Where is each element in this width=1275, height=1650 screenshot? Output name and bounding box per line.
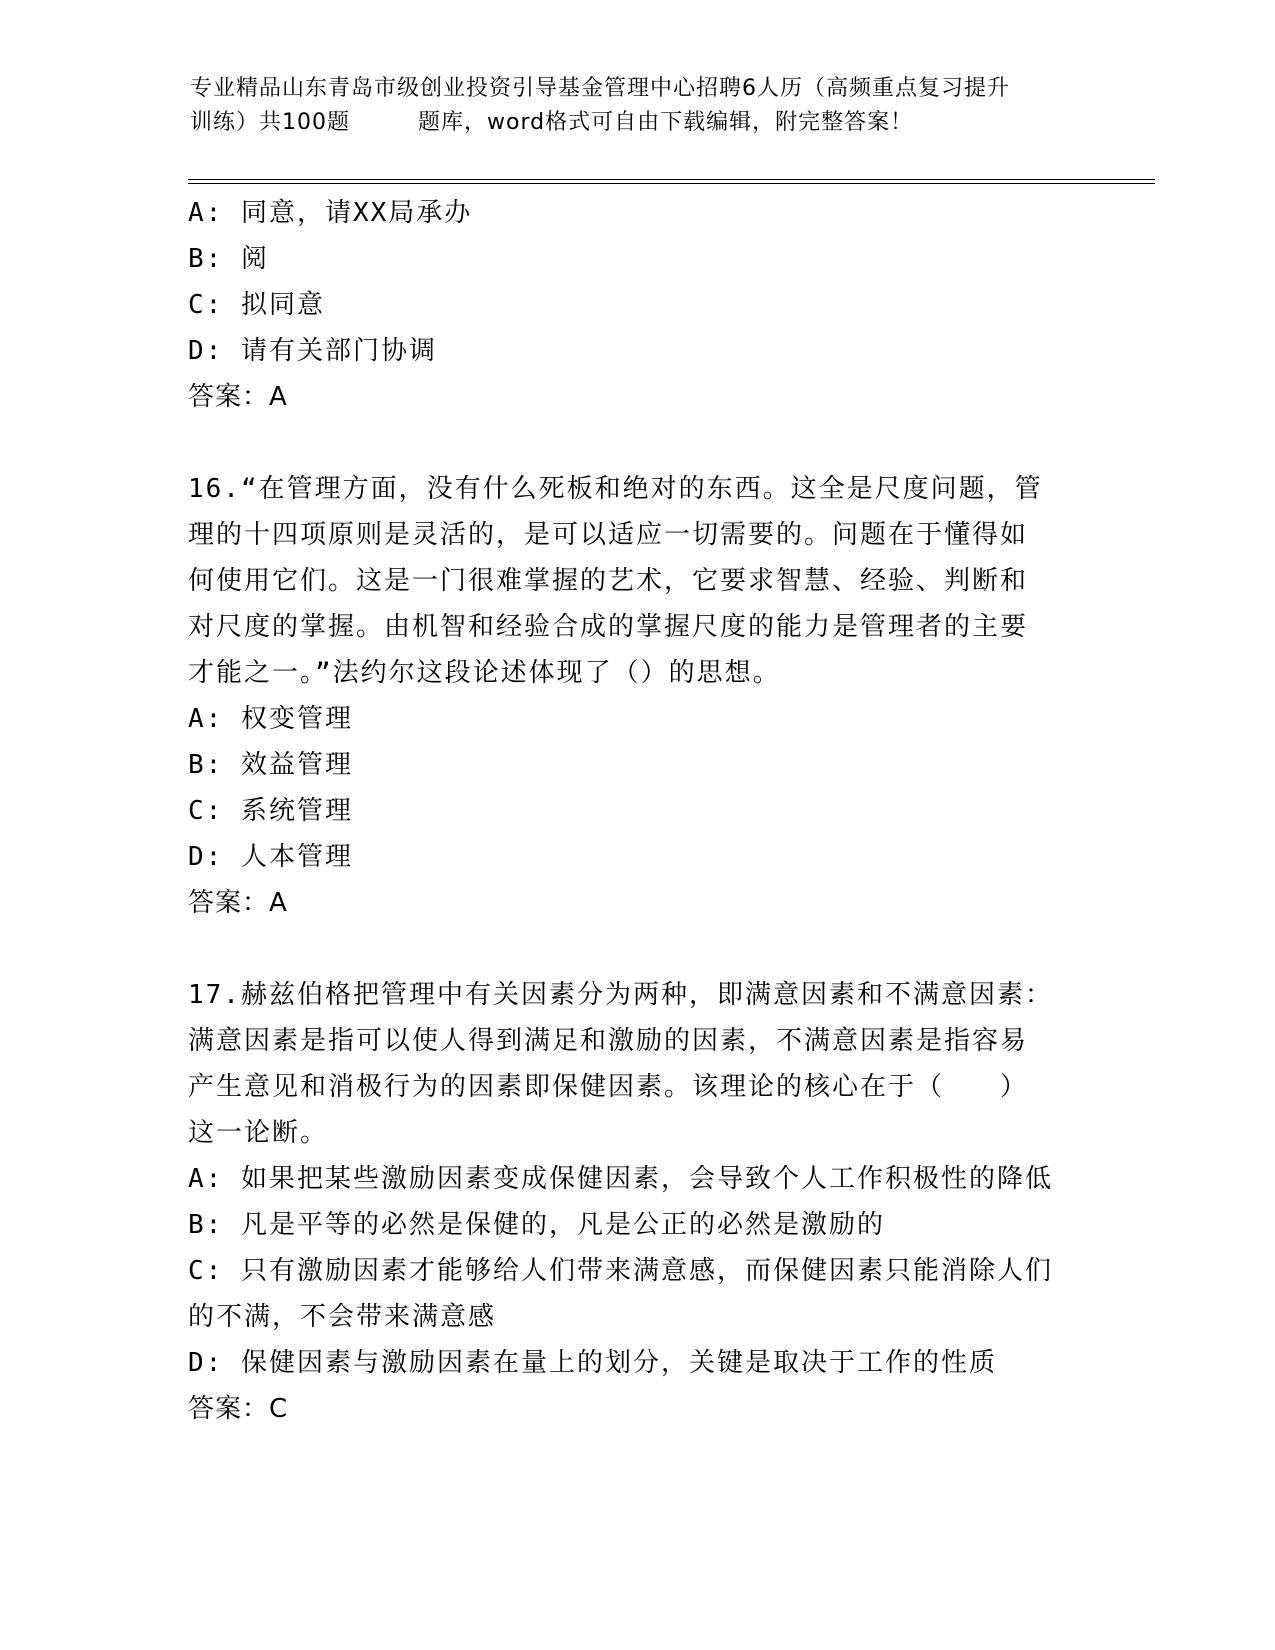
q15-option-b: B: 阅 xyxy=(188,244,269,274)
q16-option-d: D: 人本管理 xyxy=(188,842,353,872)
page-header xyxy=(190,72,1090,140)
question-15-block xyxy=(188,190,1088,420)
q17-answer: 答案：C xyxy=(188,1394,289,1424)
q16-option-b: B: 效益管理 xyxy=(188,750,353,780)
header-title-line-2 xyxy=(190,106,1090,140)
q17-option-a: A: 如果把某些激励因素变成保健因素，会导致个人工作积极性的降低 xyxy=(188,1164,1053,1194)
q15-option-c: C: 拟同意 xyxy=(188,290,325,320)
q16-stem-line: 理的十四项原则是灵活的，是可以适应一切需要的。问题在于懂得如 xyxy=(188,520,1029,550)
q15-option-a: A: 同意，请XX局承办 xyxy=(188,198,473,228)
q17-option-c-line: 的不满，不会带来满意感 xyxy=(188,1302,497,1332)
question-spacer xyxy=(188,420,1088,466)
q17-stem-line: 满意因素是指可以使人得到满足和激励的因素，不满意因素是指容易 xyxy=(188,1026,1029,1056)
q17-option-c-line: C: 只有激励因素才能够给人们带来满意感，而保健因素只能消除人们 xyxy=(188,1256,1053,1286)
q17-stem-line: 17.赫兹伯格把管理中有关因素分为两种，即满意因素和不满意因素： xyxy=(188,980,1053,1010)
header-title-part-1: 训练）共100题 xyxy=(190,110,350,135)
question-17-block xyxy=(188,972,1088,1432)
q16-option-c: C: 系统管理 xyxy=(188,796,353,826)
q16-option-a: A: 权变管理 xyxy=(188,704,353,734)
q17-stem-line: 产生意见和消极行为的因素即保健因素。该理论的核心在于（ ） xyxy=(188,1072,1029,1102)
q16-stem-line: 何使用它们。这是一门很难掌握的艺术，它要求智慧、经验、判断和 xyxy=(188,566,1029,596)
header-title-line-1: 专业精品山东青岛市级创业投资引导基金管理中心招聘6人历（高频重点复习提升 xyxy=(190,76,1010,101)
header-divider-top xyxy=(188,179,1155,180)
header-title-part-2: 题库，word格式可自由下载编辑，附完整答案！ xyxy=(418,110,914,135)
q17-stem-line: 这一论断。 xyxy=(188,1118,329,1148)
q16-answer: 答案：A xyxy=(188,888,288,918)
q16-stem-line: 16.“在管理方面，没有什么死板和绝对的东西。这全是尺度问题，管 xyxy=(188,474,1043,504)
q17-option-d: D: 保健因素与激励因素在量上的划分，关键是取决于工作的性质 xyxy=(188,1348,997,1378)
header-divider-bottom xyxy=(188,183,1155,184)
question-spacer xyxy=(188,926,1088,972)
q16-stem-line: 才能之一。”法约尔这段论述体现了（）的思想。 xyxy=(188,658,781,688)
q15-answer: 答案：A xyxy=(188,382,288,412)
question-content xyxy=(188,190,1088,1432)
q17-option-b: B: 凡是平等的必然是保健的，凡是公正的必然是激励的 xyxy=(188,1210,885,1240)
question-16-block xyxy=(188,466,1088,926)
q15-option-d: D: 请有关部门协调 xyxy=(188,336,437,366)
q16-stem-line: 对尺度的掌握。由机智和经验合成的掌握尺度的能力是管理者的主要 xyxy=(188,612,1029,642)
